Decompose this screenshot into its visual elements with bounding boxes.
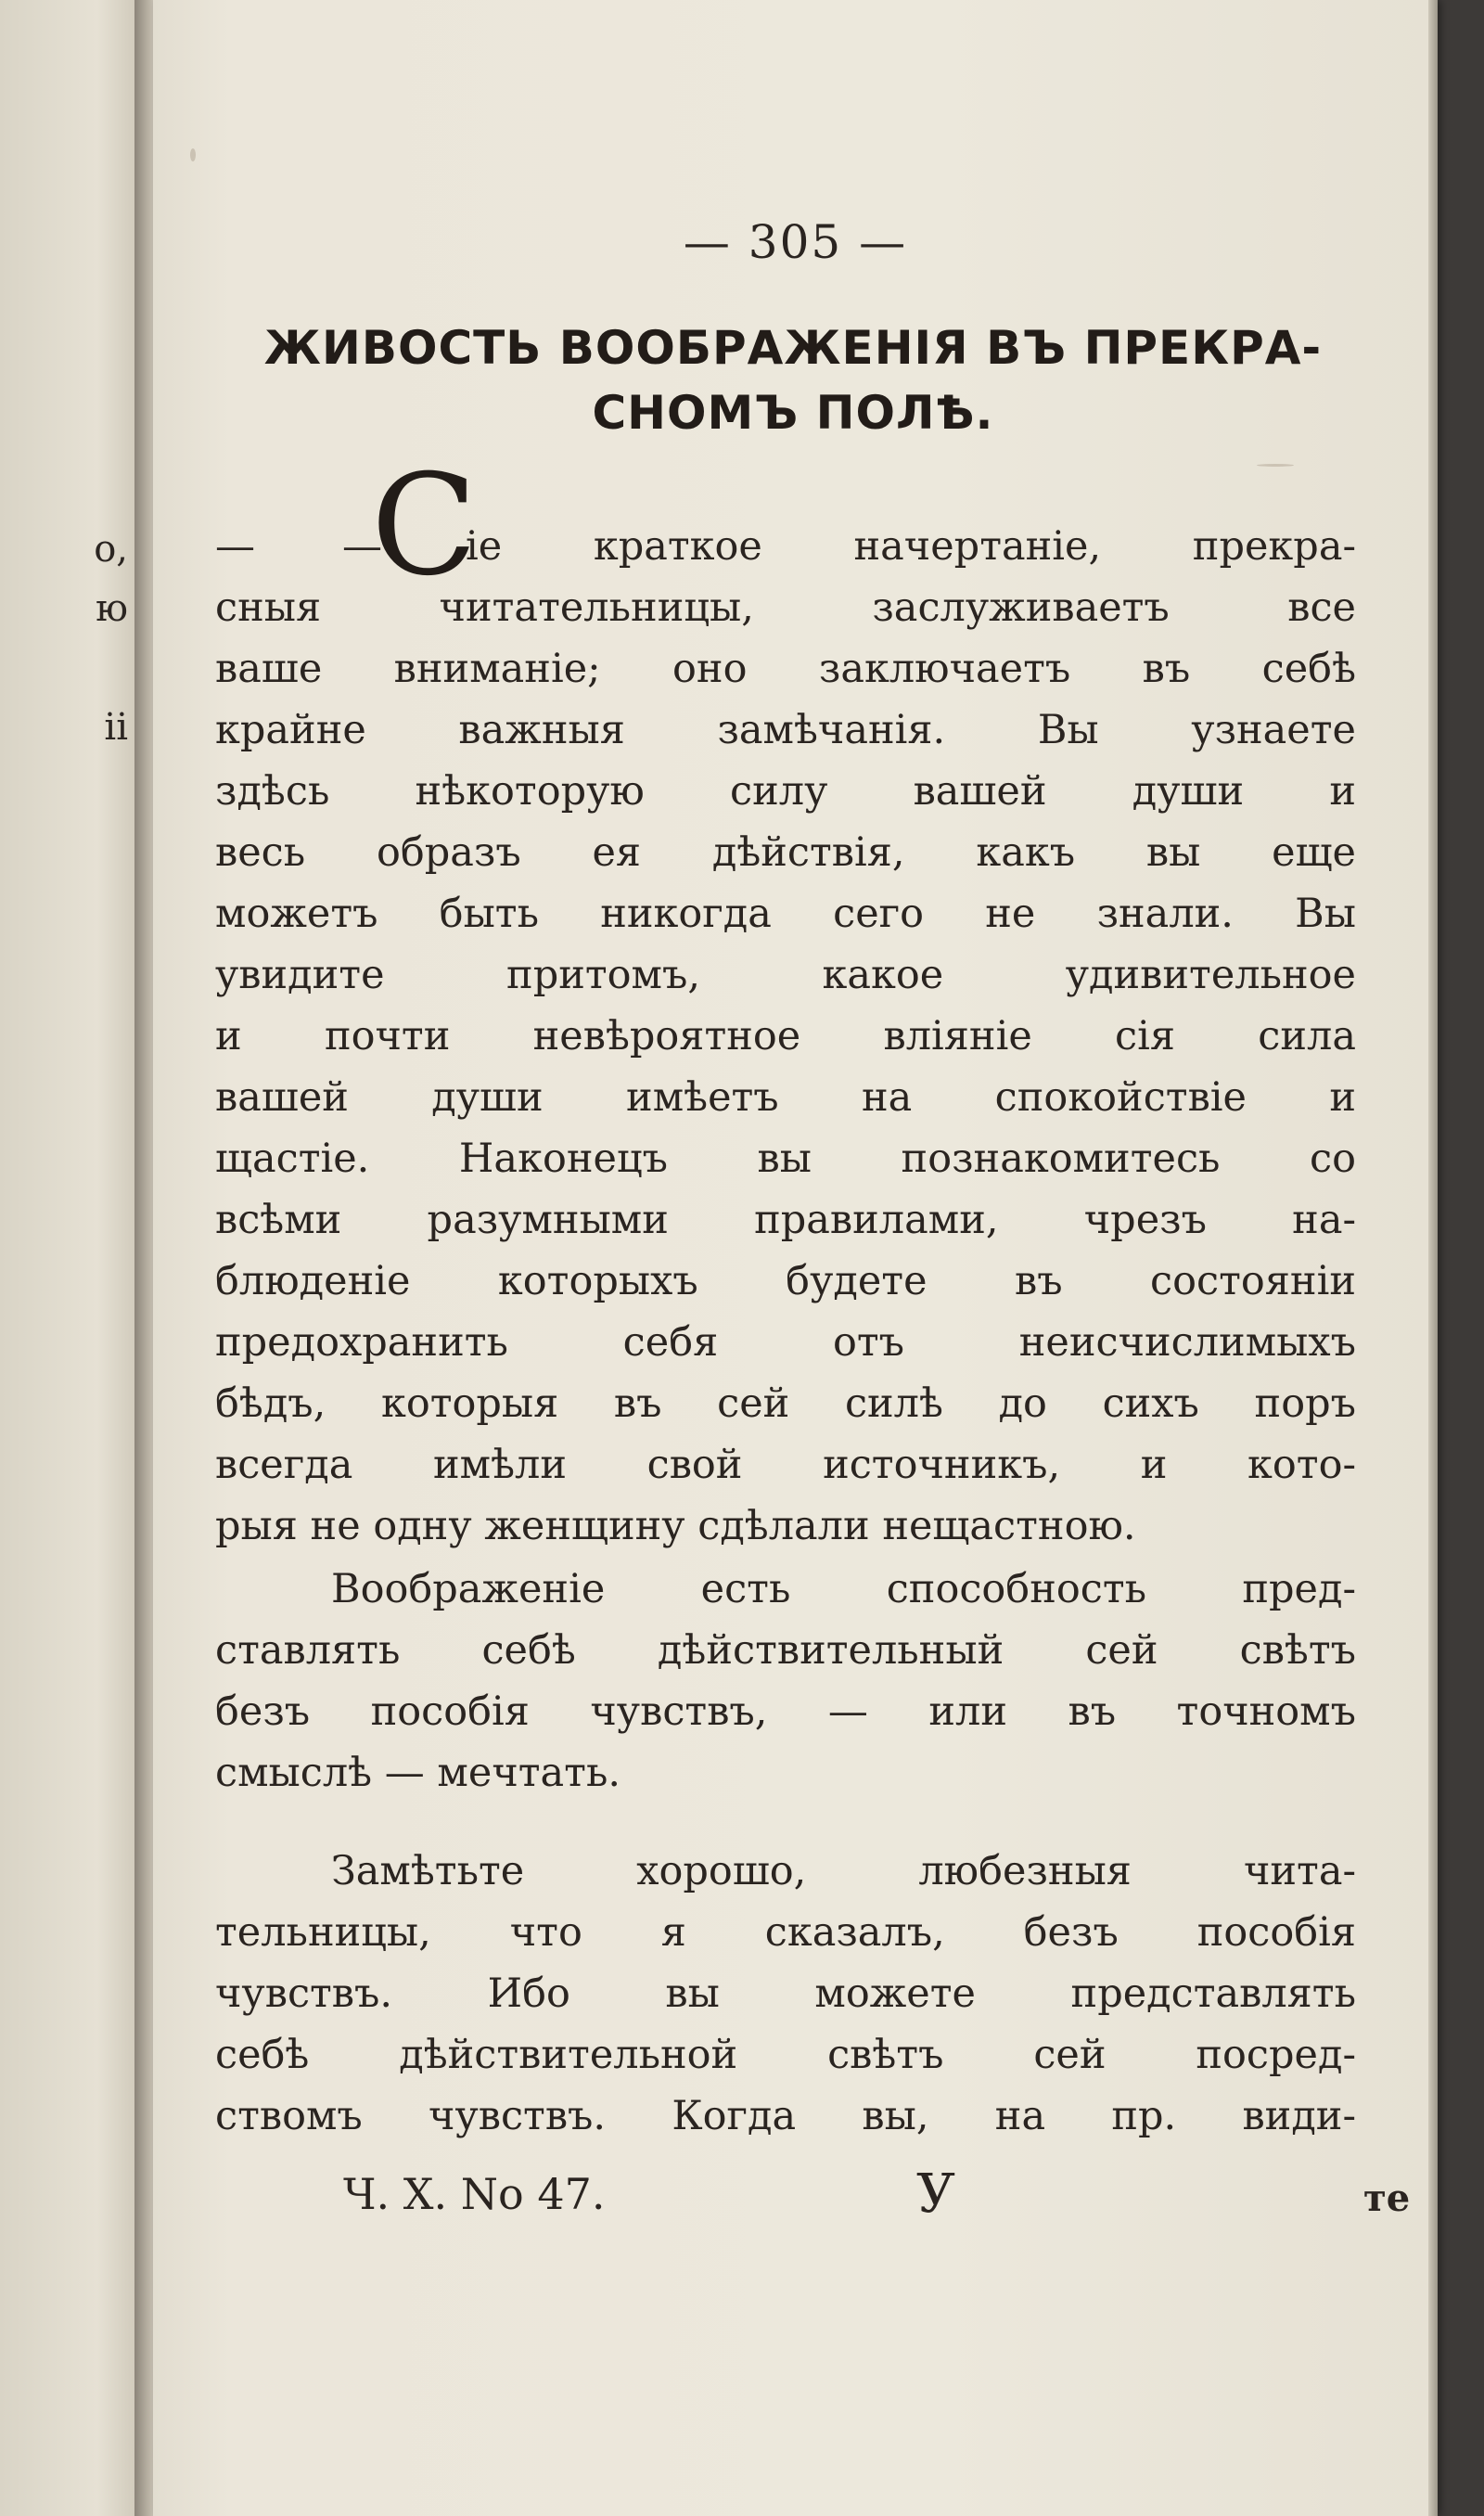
- text-line: чувствъ. Ибо вы можете представлять: [215, 1970, 1356, 2017]
- signature-mark: У: [916, 2162, 955, 2225]
- first-line-text: іе краткое начертаніе, прекра-: [466, 523, 1356, 570]
- first-body-line: [215, 516, 1356, 577]
- fragment-line: ii: [104, 706, 128, 749]
- text-line: ствомъ чувствъ. Когда вы, на пр. види-: [215, 2093, 1356, 2139]
- fragment-line: [7, 638, 137, 698]
- text-line: предохранить себя отъ неисчислимыхъ: [215, 1319, 1356, 1366]
- text-line: можетъ быть никогда сего не знали. Вы: [215, 891, 1356, 937]
- text-line: ваше вниманіе; оно заключаетъ въ себѣ: [215, 646, 1356, 692]
- catchword: те: [1363, 2176, 1411, 2220]
- previous-page-text-fragments: [7, 520, 137, 757]
- text-line: себѣ дѣйствительной свѣтъ сей посред-: [215, 2032, 1356, 2078]
- text-line: сныя читательницы, заслуживаетъ все: [215, 584, 1356, 631]
- text-line: Воображеніе есть способность пред-: [331, 1566, 1356, 1612]
- text-line: безъ пособія чувствъ, — или въ точномъ: [215, 1688, 1356, 1735]
- text-line: всѣми разумными правилами, чрезъ на-: [215, 1197, 1356, 1243]
- text-line: и почти невѣроятное вліяніе сія сила: [215, 1013, 1356, 1059]
- text-line: крайне важныя замѣчанія. Вы узнаете: [215, 707, 1356, 753]
- text-line: смыслѣ — мечтать.: [215, 1750, 621, 1796]
- text-line: щастіе. Наконецъ вы познакомитесь со: [215, 1136, 1356, 1182]
- text-line: блюденіе которыхъ будете въ состояніи: [215, 1258, 1356, 1304]
- heading-line: ЖИВОСТЬ ВООБРАЖЕНІЯ ВЪ ПРЕКРА-: [263, 321, 1323, 375]
- lead-dashes: — —: [215, 523, 382, 570]
- page-305: [153, 0, 1438, 2516]
- text-line: Замѣтьте хорошо, любезныя чита-: [331, 1848, 1356, 1894]
- text-line: весь образъ ея дѣйствія, какъ вы еще: [215, 829, 1356, 876]
- drop-cap: С: [371, 445, 478, 607]
- paper-blemish: [190, 148, 196, 161]
- printer-signature: Ч. X. No 47.: [343, 2169, 606, 2219]
- text-line: бѣдъ, которыя въ сей силѣ до сихъ поръ: [215, 1380, 1356, 1427]
- text-line: тельницы, что я сказалъ, безъ пособія: [215, 1909, 1356, 1956]
- text-line: ставлять себѣ дѣйствительный сей свѣтъ: [215, 1627, 1356, 1674]
- heading-line: СНОМЪ ПОЛѢ.: [592, 386, 994, 440]
- previous-page-edge: [0, 0, 139, 2516]
- text-line: рыя не одну женщину сдѣлали нещастною.: [215, 1503, 1136, 1549]
- paper-blemish: [1257, 464, 1294, 467]
- text-line: увидите притомъ, какое удивительное: [215, 952, 1356, 998]
- fragment-line: о,: [94, 528, 128, 571]
- text-line: здѣсь нѣкоторую силу вашей души и: [215, 768, 1356, 815]
- page-number: — 305 —: [683, 215, 908, 269]
- page-edge: [1428, 0, 1438, 2516]
- fragment-line: ю: [96, 587, 128, 630]
- text-line: вашей души имѣетъ на спокойствіе и: [215, 1074, 1356, 1121]
- chapter-heading: [209, 315, 1377, 445]
- text-line: всегда имѣли свой источникъ, и кото-: [215, 1442, 1356, 1488]
